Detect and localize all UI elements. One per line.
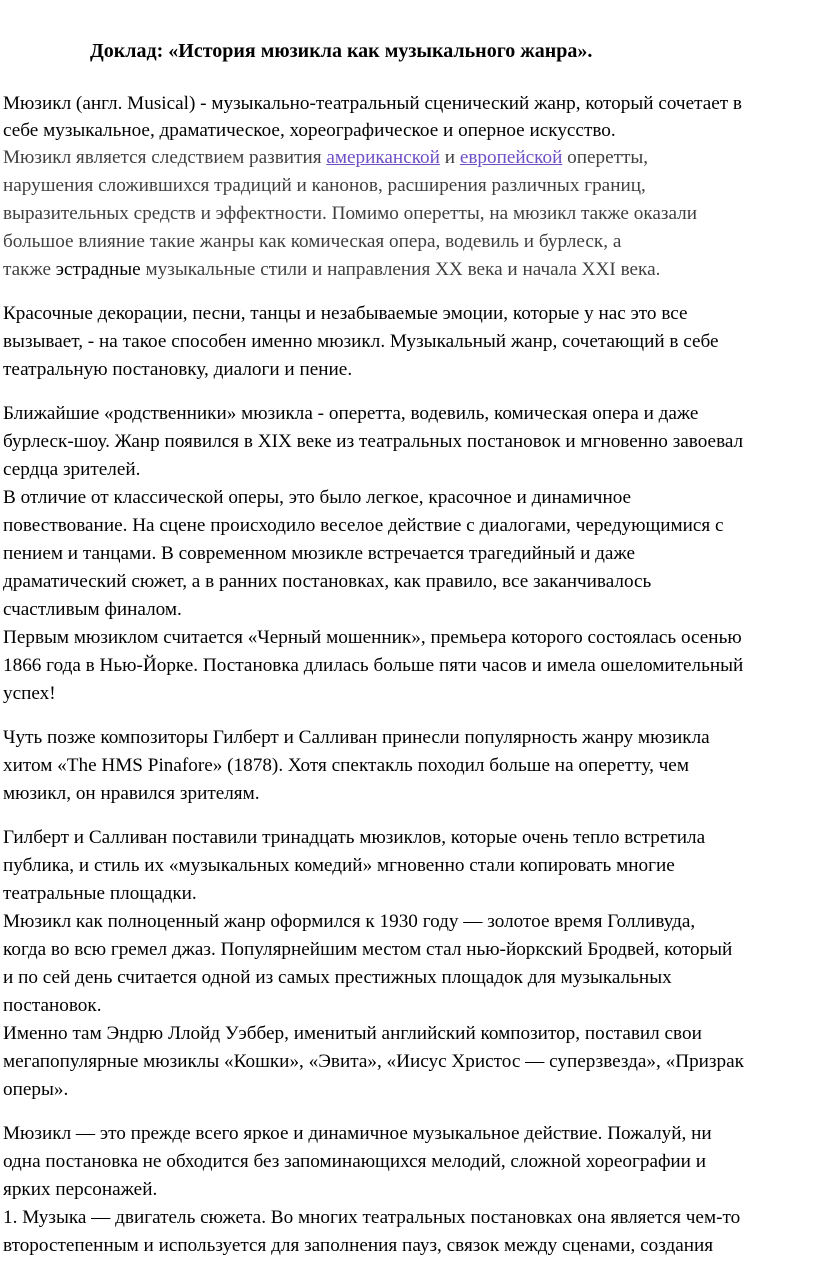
text-line: мегапопулярные мюзиклы «Кошки», «Эвита», «Иисус Христос — суперзвезда», «Призрак xyxy=(3,1051,744,1072)
text-line: Красочные декорации, песни, танцы и незабываемые эмоции, которые у нас это все xyxy=(3,303,688,324)
text-line: одна постановка не обходится без запоминающихся мелодий, сложной хореографии и xyxy=(3,1151,707,1172)
text-line: драматический сюжет, а в ранних постановках, как правило, все заканчивалось xyxy=(3,571,652,592)
text-line: второстепенным и используется для заполнения пауз, связок между сценами, создания xyxy=(3,1235,714,1256)
text-line: бурлеск-шоу. Жанр появился в XIX веке из театральных постановок и мгновенно завоевал xyxy=(3,431,744,452)
text-line-with-links xyxy=(3,146,648,170)
text-segment: Мюзикл является следствием развития xyxy=(3,147,327,168)
text-segment: и xyxy=(439,147,460,168)
text-line: Именно там Эндрю Ллойд Уэббер, именитый английский композитор, поставил свои xyxy=(3,1023,702,1044)
text-line: и по сей день считается одной из самых престижных площадок для музыкальных xyxy=(3,967,672,988)
text-line: себе музыкальное, драматическое, хореографическое и оперное искусство. xyxy=(3,120,616,141)
text-line: успех! xyxy=(3,683,56,704)
text-line: Чуть позже композиторы Гилберт и Салливан принесли популярность жанру мюзикла xyxy=(3,727,710,748)
text-segment: оперетты, xyxy=(562,147,649,168)
text-line: пением и танцами. В современном мюзикле встречается трагедийный и даже xyxy=(3,543,635,564)
text-line: мюзикл, он нравился зрителям. xyxy=(3,783,260,804)
text-line: Мюзикл (англ. Musical) - музыкально-театральный сценический жанр, который сочетает в xyxy=(3,93,742,114)
text-line: Мюзикл — это прежде всего яркое и динамичное музыкальное действие. Пожалуй, ни xyxy=(3,1123,712,1144)
text-line: Гилберт и Салливан поставили тринадцать мюзиклов, которые очень тепло встретила xyxy=(3,827,706,848)
text-line: ярких персонажей. xyxy=(3,1179,158,1200)
text-line: оперы». xyxy=(3,1079,69,1100)
text-segment: музыкальные стили и направления XX века и начала XXI века. xyxy=(140,259,661,280)
text-segment: эстрадные xyxy=(55,259,141,280)
text-line: большое влияние такие жанры как комическая опера, водевиль и бурлеск, а xyxy=(3,231,622,252)
text-line xyxy=(3,258,660,282)
text-line: Первым мюзиклом считается «Черный мошенник», премьера которого состоялась осенью xyxy=(3,627,742,648)
text-line: вызывает, - на такое способен именно мюзикл. Музыкальный жанр, сочетающий в себе xyxy=(3,331,719,352)
text-line: нарушения сложившихся традиций и канонов, расширения различных границ, xyxy=(3,175,646,196)
text-line: Мюзикл как полноценный жанр оформился к 1930 году — золотое время Голливуда, xyxy=(3,911,696,932)
text-line: выразительных средств и эффектности. Помимо оперетты, на мюзикл также оказали xyxy=(3,203,697,224)
text-line: публика, и стиль их «музыкальных комедий» мгновенно стали копировать многие xyxy=(3,855,675,876)
text-line: сердца зрителей. xyxy=(3,459,141,480)
text-line: когда во всю гремел джаз. Популярнейшим местом стал нью-йоркский Бродвей, который xyxy=(3,939,733,960)
report-title: Доклад: «История мюзикла как музыкального жанра». xyxy=(90,40,593,62)
text-segment: также xyxy=(3,259,56,280)
text-line: театральную постановку, диалоги и пение. xyxy=(3,359,353,380)
text-line: счастливым финалом. xyxy=(3,599,182,620)
text-line: театральные площадки. xyxy=(3,883,197,904)
text-line: Ближайшие «родственники» мюзикла - оперетта, водевиль, комическая опера и даже xyxy=(3,403,699,424)
link-european-operetta[interactable]: европейской xyxy=(459,147,563,168)
text-line: хитом «The HMS Pinafore» (1878). Хотя спектакль походил больше на оперетту, чем xyxy=(3,755,689,776)
text-line: 1866 года в Нью-Йорке. Постановка длилась больше пяти часов и имела ошеломительный xyxy=(3,655,744,676)
text-line: 1. Музыка — двигатель сюжета. Во многих театральных постановках она является чем-то xyxy=(3,1207,741,1228)
link-american-operetta[interactable]: американской xyxy=(326,147,440,168)
text-line: В отличие от классической оперы, это было легкое, красочное и динамичное xyxy=(3,487,632,508)
text-line: повествование. На сцене происходило веселое действие с диалогами, чередующимися с xyxy=(3,515,724,536)
text-line: постановок. xyxy=(3,995,102,1016)
